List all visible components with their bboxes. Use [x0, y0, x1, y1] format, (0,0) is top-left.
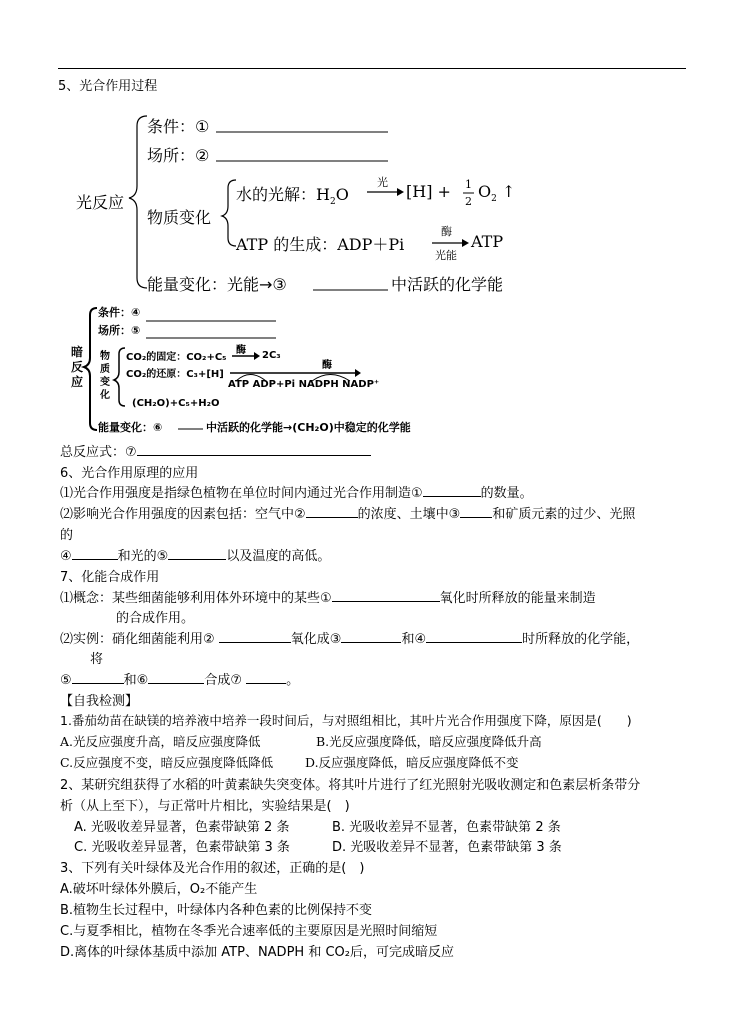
q3-option-d: D.离体的叶绿体基质中添加 ATP、NADPH 和 CO₂后，可完成暗反应: [60, 945, 454, 960]
section6-line2-wrap: 的: [60, 528, 74, 543]
half-numerator: 1: [465, 178, 472, 191]
fixation-enzyme: 酶: [236, 345, 246, 356]
q1-stem: 1.番茄幼苗在缺镁的培养液中培养一段时间后，与对照组相比，其叶片光合作用强度下降，原因是( ): [60, 713, 632, 728]
dark-place: 场所：⑤: [98, 324, 141, 337]
q1-option-b: B.光反应强度降低，暗反应强度降低升高: [316, 734, 542, 749]
q1-option-c: C.反应强度不变，暗反应强度降低降低: [60, 755, 274, 770]
q3-option-a: A.破坏叶绿体外膜后，O₂不能产生: [60, 882, 258, 897]
q3-stem: 3、下列有关叶绿体及光合作用的叙述，正确的是( ): [60, 861, 365, 876]
selftest-heading: 【自我检测】: [60, 694, 139, 709]
section7-line1: ⑴概念：某些细菌能够利用体外环境中的某些① 氧化时所释放的能量来制造: [60, 591, 596, 606]
light-place: 场所：②: [147, 146, 210, 165]
dark-products: (CH₂O)+C₅+H₂O: [132, 398, 220, 409]
section6-line2: ⑵影响光合作用强度的因素包括：空气中② 的浓度、土壤中③ 和矿质元素的过少、光照: [60, 507, 636, 522]
oxygen: $O_2$ ↑: [478, 182, 516, 205]
section7-line3: ⑤ 和⑥ 合成⑦ 。: [60, 673, 300, 688]
q3-option-c: C.与夏季相比，植物在冬季光合速率低的主要原因是光照时间缩短: [60, 924, 438, 939]
dark-condition: 条件：④: [98, 306, 141, 319]
reduction-enzyme: 酶: [322, 360, 332, 371]
q2-option-b: B. 光吸收差异不显著，色素带缺第 2 条: [332, 820, 561, 835]
section7-line2: ⑵实例：硝化细菌能利用② 氧化成③ 和④ 时所释放的化学能，: [60, 632, 640, 647]
atp-chain: ATP ADP+Pi NADPH NADP⁺: [228, 379, 380, 390]
dark-reaction-label: 暗反应: [71, 345, 84, 389]
section7-line1-wrap: 的合成作用。: [116, 611, 195, 626]
section6-line3: ④ 和光的⑤ 以及温度的高低。: [60, 549, 331, 564]
dark-substance-label: 物质变化: [100, 351, 110, 401]
co2-fixation: CO₂的固定：CO₂+C₅: [126, 352, 227, 363]
q1-option-a: A.光反应强度升高，暗反应强度降低: [60, 734, 261, 749]
section7-heading: 7、化能合成作用: [60, 570, 160, 585]
q1-option-d: D.反应强度降低，暗反应强度降低不变: [305, 755, 519, 770]
light-substance-label: 物质变化: [147, 208, 212, 227]
blank-7: [137, 443, 371, 456]
atp-product: ATP: [471, 232, 504, 251]
q3-option-b: B.植物生长过程中，叶绿体内各种色素的比例保持不变: [60, 903, 373, 918]
q2-stem-line1: 2、某研究组获得了水稻的叶黄素缺失突变体。将其叶片进行了红光照射光吸收测定和色素层析条带分: [60, 778, 641, 793]
light-energy-change: 能量变化：光能→③: [147, 275, 287, 294]
dark-energy: 能量变化：⑥: [98, 421, 163, 434]
q2-stem-line2: 析（从上至下），与正常叶片相比，实验结果是( ): [60, 799, 350, 814]
half-denominator: 2: [465, 195, 472, 208]
c3-product: 2C₃: [262, 350, 281, 361]
dark-energy-tail: 中活跃的化学能→(CH₂O)中稳定的化学能: [206, 421, 411, 434]
section7-line2-wrap: 将: [90, 652, 104, 667]
q2-option-d: D. 光吸收差异不显著，色素带缺第 3 条: [332, 840, 562, 855]
atp-light-energy: 光能: [435, 249, 457, 262]
atp-enzyme: 酶: [441, 225, 452, 238]
q2-option-c: C. 光吸收差异显著，色素带缺第 3 条: [74, 840, 290, 855]
section5-heading: 5、光合作用过程: [58, 79, 158, 94]
water-products: [H] +: [406, 182, 451, 201]
light-energy-tail: 中活跃的化学能: [391, 275, 504, 294]
light-arrow-label: 光: [377, 176, 388, 189]
light-condition: 条件：①: [147, 117, 210, 136]
q2-option-a: A. 光吸收差异显著，色素带缺第 2 条: [74, 820, 290, 835]
section6-heading: 6、光合作用原理的应用: [60, 466, 199, 481]
water-photolysis: 水的光解：$H_2O$: [236, 185, 349, 208]
light-reaction-label: 光反应: [76, 193, 125, 212]
total-reaction: 总反应式：⑦: [60, 441, 371, 460]
co2-reduction: CO₂的还原：C₃+[H]: [126, 369, 224, 380]
atp-formation: ATP 的生成：ADP＋Pi: [236, 235, 405, 254]
section6-line1: ⑴光合作用强度是指绿色植物在单位时间内通过光合作用制造① 的数量。: [60, 486, 533, 501]
